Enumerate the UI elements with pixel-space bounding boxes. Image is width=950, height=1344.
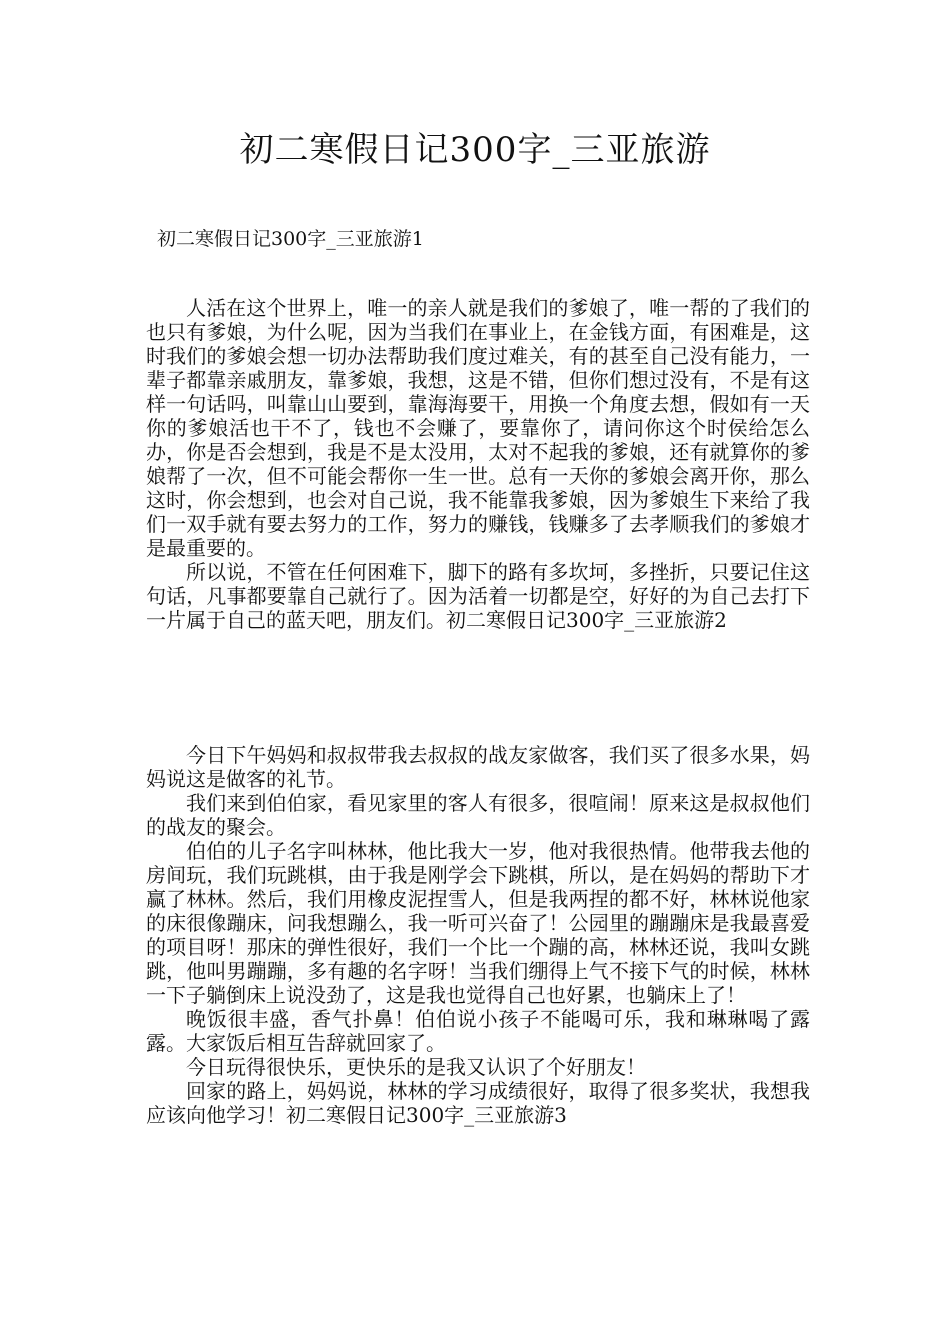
diary-entry-2 [146, 743, 810, 1127]
paragraph: 所以说，不管在任何困难下，脚下的路有多坎坷，多挫折，只要记住这句话，凡事都要靠自己就行了。因为活着一切都是空，好好的为自己去打下一片属于自己的蓝天吧，朋友们。初二寒假日记300字_三亚旅游2 [146, 560, 810, 632]
section-heading: 初二寒假日记300字_三亚旅游1 [157, 228, 424, 250]
diary-entry-1 [146, 296, 810, 632]
paragraph: 伯伯的儿子名字叫林林，他比我大一岁，他对我很热情。他带我去他的房间玩，我们玩跳棋，由于我是刚学会下跳棋，所以，是在妈妈的帮助下才赢了林林。然后，我们用橡皮泥捏雪人，但是我两捏的都不好，林林说他家的床很像蹦床，问我想蹦么，我一听可兴奋了！公园里的蹦蹦床是我最喜爱的项目呀！那床的弹性很好，我们一个比一个蹦的高，林林还说，我叫女跳跳，他叫男蹦蹦，多有趣的名字呀！当我们绷得上气不接下气的时候，林林一下子躺倒床上说没劲了，这是我也觉得自己也好累，也躺床上了！ [146, 839, 810, 1007]
paragraph: 回家的路上，妈妈说，林林的学习成绩很好，取得了很多奖状，我想我应该向他学习！初二寒假日记300字_三亚旅游3 [146, 1079, 810, 1127]
paragraph: 晚饭很丰盛，香气扑鼻！伯伯说小孩子不能喝可乐，我和琳琳喝了露露。大家饭后相互告辞就回家了。 [146, 1007, 810, 1055]
document-title: 初二寒假日记300字_三亚旅游 [239, 130, 711, 170]
paragraph: 今日玩得很快乐，更快乐的是我又认识了个好朋友！ [186, 1055, 646, 1079]
paragraph: 今日下午妈妈和叔叔带我去叔叔的战友家做客，我们买了很多水果，妈妈说这是做客的礼节。 [146, 743, 810, 791]
paragraph: 人活在这个世界上，唯一的亲人就是我们的爹娘了，唯一帮的了我们的也只有爹娘，为什么呢，因为当我们在事业上，在金钱方面，有困难是，这时我们的爹娘会想一切办法帮助我们度过难关，有的甚至自己没有能力，一辈子都靠亲戚朋友，靠爹娘，我想，这是不错，但你们想过没有，不是有这样一句话吗，叫靠山山要到，靠海海要干，用换一个角度去想，假如有一天你的爹娘活也干不了，钱也不会赚了，要靠你了，请问你这个时侯给怎么办，你是否会想到，我是不是太没用，太对不起我的爹娘，还有就算你的爹娘帮了一次，但不可能会帮你一生一世。总有一天你的爹娘会离开你，那么这时，你会想到，也会对自己说，我不能靠我爹娘，因为爹娘生下来给了我们一双手就有要去努力的工作，努力的赚钱，钱赚多了去孝顺我们的爹娘才是最重要的。 [146, 296, 810, 560]
paragraph: 我们来到伯伯家，看见家里的客人有很多，很喧闹！原来这是叔叔他们的战友的聚会。 [146, 791, 810, 839]
